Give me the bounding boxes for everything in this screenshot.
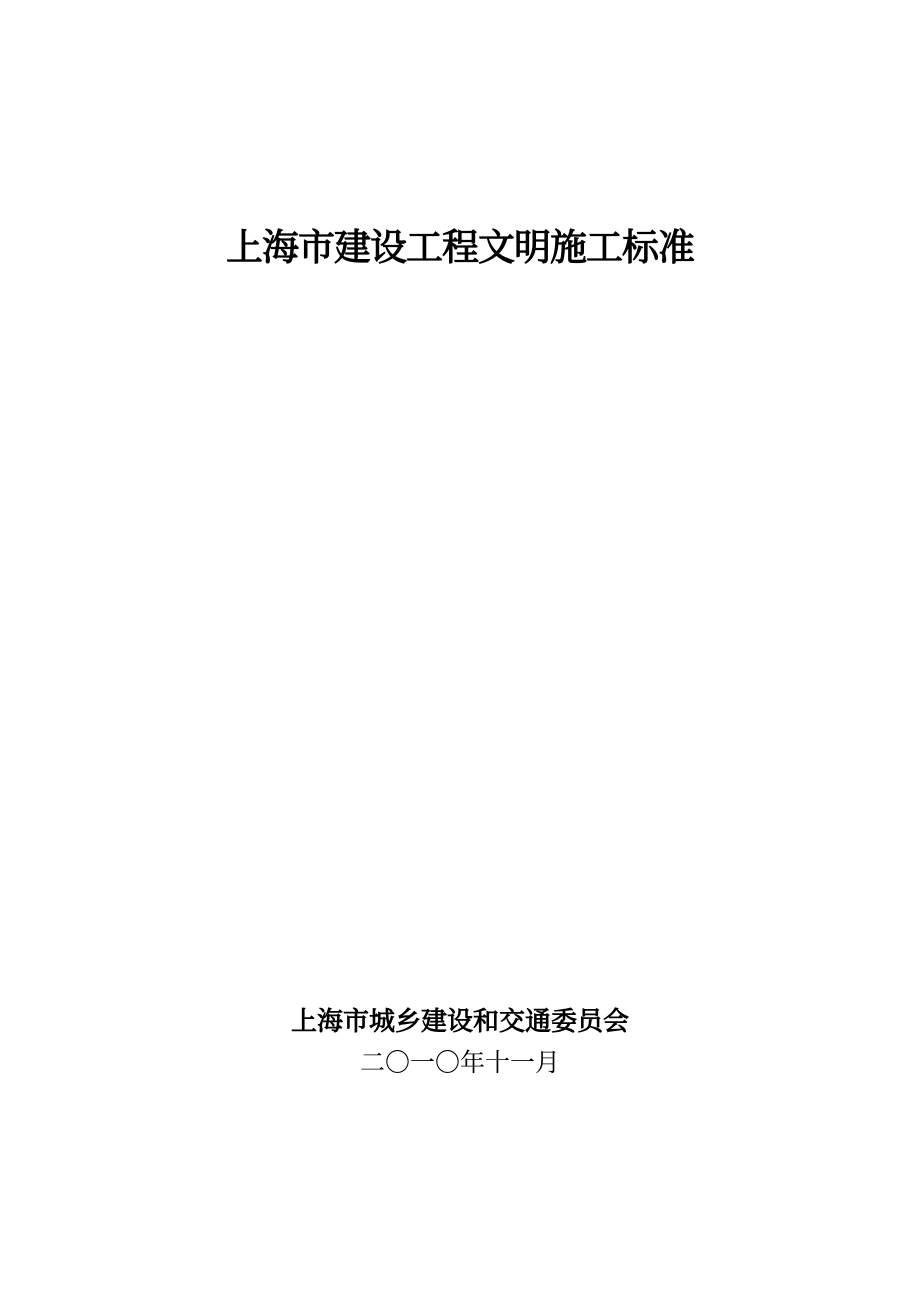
document-title: 上海市建设工程文明施工标准: [226, 228, 694, 269]
publisher-line: 上海市城乡建设和交通委员会: [290, 1007, 629, 1036]
date-line: 二〇一〇年十一月: [359, 1050, 560, 1077]
